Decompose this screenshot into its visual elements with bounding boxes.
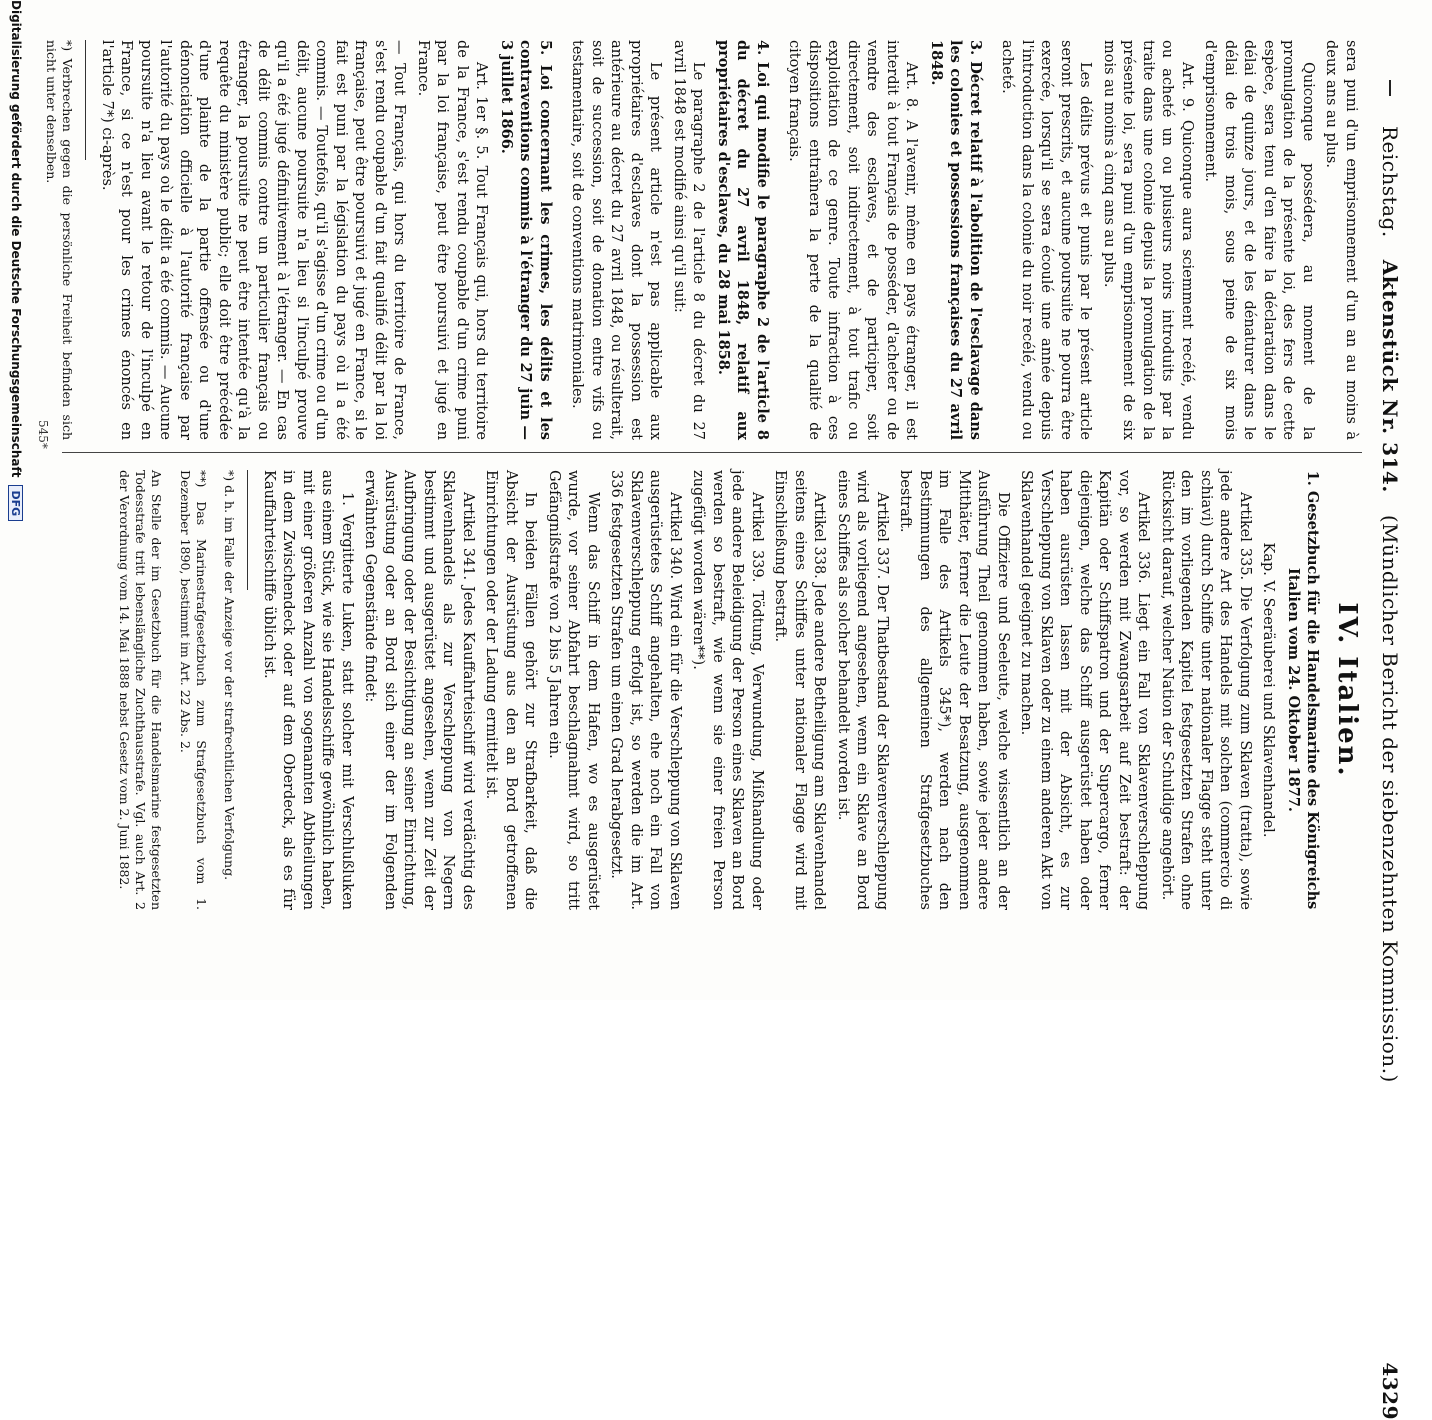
left-para: sera puni d'un emprisonnement d'un an au moins à deux ans au plus. <box>1323 40 1359 440</box>
article-para: Artikel 337. Der Thatbestand der Sklavenverschleppung wird als vorliegend angesehen, wenn ein Sklave an Bord eines Schiffes als solcher behandelt worden ist. <box>835 470 890 910</box>
article-para: Artikel 340. Wird ein für die Verschleppung von Sklaven ausgerüstetes Schiff angehalten, ehe noch ein Fall von Sklavenverschleppung erfolgt ist, so werden die im Art. 336 festgesetzten Strafen um einen Grad herabgesetzt. <box>608 470 683 910</box>
left-para: Les délits prévus et punis par le présent article seront prescrits, et aucune poursuite ne pourra être exercée, lorsqu'il se sera écoulé une année depuis l'introduction dans la colonie du noir recélé, vendu ou acheté. <box>999 40 1094 440</box>
section-para: — Tout Français, qui hors du territoire de France, s'est rendu coupable d'un fait qualifié délit par la loi française, peut être poursuivi et jugé en France, si le fait est puni par la législation du pays où il a été commis. — Toutefois, qu'il s'agisse d'un crime ou d'un délit, aucune poursuite n'a lieu si l'inculpé prouve qu'il a été jugé définitivement à l'étranger. — En cas de délit commis contre un particulier français ou étranger, la poursuite ne peut être intentée qu'à la requête du ministère public; elle doit être précédée d'une plainte de la partie offensée ou d'une dénonciation officielle à l'autorité française par l'autorité du pays où le délit a été commis. — Aucune poursuite n'a lieu avant le retour de l'inculpé en France, si ce n'est pour les crimes énoncés en l'article 7*) ci-après. <box>99 40 408 440</box>
left-para: Quiconque possédera, au moment de la promulgation de la présente loi, des fers de cette espèce, sera tenu d'en faire la déclaration dans le délai de quinze jours, et de les dénaturer dans le délai de trois mois, sous peine de six mois d'emprisonnement. <box>1202 40 1316 440</box>
header-rule-mark <box>1389 80 1391 96</box>
page-signature: 545* <box>36 420 50 449</box>
article-para: Artikel 335. Die Verfolgung zum Sklaven (tratta), sowie jede andere Art des Handels mit solchen (commercio di schiavi) durch Schiffe unter nationaler Flagge steht unter den im vorliegenden Kapitel festgesetzten Strafen ohne Rücksicht darauf, welcher Nation der Schuldige angehört. <box>1159 470 1253 910</box>
left-para: Art. 9. Quiconque aura sciemment recélé, vendu ou acheté un ou plusieurs noirs introduits par la traite dans une colonie depuis la promulgation de la présente loi, sera puni d'un emprisonnement de six mois au moins à cinq ans au plus. <box>1101 40 1195 440</box>
footnote: *) Verbrechen gegen die persönliche Freiheit befinden sich nicht unter denselben. <box>44 40 76 440</box>
header-page-number: 4329 <box>1378 1362 1402 1420</box>
article-para: Wenn das Schiff in dem Hafen, wo es ausgerüstet wurde, vor seiner Abfahrt beschlagnahmt wird, so tritt Gefängnißstrafe von 2 bis 5 Jahren ein. <box>546 470 601 910</box>
article-para: Artikel 336. Liegt ein Fall von Sklavenverschleppung vor, so werden mit Zwangsarbeit auf Zeit bestraft: der Kapitän oder Schiffspatron und der Supercargo, ferner diejenigen, welche das Schiff ausgerüstet haben oder haben ausrüsten lassen mit der Absicht, es zur Verschleppung von Sklaven oder zu einem anderen Akt von Sklavenhandel geeignet zu machen. <box>1018 470 1152 910</box>
footnote: An Stelle der im Gesetzbuch für die Handelsmarine festgesetzten Todesstrafe tritt lebenslängliche Zuchthausstrafe. Vgl. auch Art. 2 der Verordnung vom 14. Mai 1888 nebst Gesetz vom 2. Juni 1882. <box>117 470 165 910</box>
article-para: In beiden Fällen gehört zur Strafbarkeit, daß die Absicht der Ausrüstung aus den an Bord getroffenen Einrichtungen oder der Ladung ermittelt ist. <box>483 470 539 910</box>
scan-credit-bar <box>6 0 26 1000</box>
section-heading: 3. Décret relatif à l'abolition de l'esclavage dans les colonies et possessions françaises du 27 avril 1848. <box>928 40 984 440</box>
footnote: *) d. h. im Falle der Anzeige vor der strafrechtlichen Verfolgung. <box>222 470 238 881</box>
footnote-rule <box>86 40 87 160</box>
article-para: Artikel 339. Tödtung, Verwundung, Mißhandlung oder jede andere Beleidigung der Person eines Sklaven an Bord werden so bestraft, wie wenn sie einer freien Person zugefügt worden wären**). <box>690 470 765 910</box>
section-para: Art. 1er §. 5. Tout Français qui, hors du territoire de la France, s'est rendu coupable d'un crime puni par la loi française, peut être poursuivi et jugé en France. <box>415 40 490 440</box>
scan-credit: Digitalisierung gefördert durch die Deutsche Forschungsgemeinschaft <box>9 0 23 478</box>
right-column <box>104 470 1360 910</box>
article-para: 1. Vergitterte Luken, statt solcher mit Verschlußluken aus einem Stück, wie sie Handelsschiffe gewöhnlich haben, mit einer größeren Anzahl von sogenannten Abtheilungen in dem Zwischendeck oder auf dem Oberdeck, als es für Kauffahrteischiffe üblich ist. <box>261 470 355 910</box>
section-para: Le présent article n'est pas applicable aux propriétaires d'esclaves dont la possession est antérieure au décret du 27 avril 1848, ou résulterait, soit de succession, soit de donation entre vifs ou testamentaire, soit de conventions matrimoniales. <box>569 40 664 440</box>
section-para: Le paragraphe 2 de l'article 8 du décret du 27 avril 1848 est modifié ainsi qu'il suit: <box>671 40 707 440</box>
section-para: Art. 8. A l'avenir, même en pays étranger, il est interdit à tout Français de posséder, d'acheter ou de vendre des esclaves, et de participer, soit directement, soit indirectement, à tout trafic ou exploitation de ce genre. Toute infraction à ces dispositions entraînera la perte de la qualité de citoyen français. <box>786 40 920 440</box>
page-header <box>1370 80 1410 1420</box>
law-heading: 1. Gesetzbuch für die Handelsmarine des Königreichs Italien vom 24. Oktober 1877. <box>1285 470 1322 910</box>
footnote: **) Das Marinestrafgesetzbuch zum Strafgesetzbuch vom 1. Dezember 1890, bestimmt im Art. 22 Abs. 2. <box>178 470 209 910</box>
section-heading: 5. Loi concernant les crimes, les délits et les contraventions commis à l'étranger du 27 juin — 3 juillet 1866. <box>498 40 554 440</box>
left-column <box>31 40 1360 440</box>
article-para: Artikel 338. Jede andere Betheiligung am Sklavenhandel seitens eines Schiffes unter nationaler Flagge wird mit Einschließung bestraft. <box>772 470 828 910</box>
header-subtitle: (Mündlicher Bericht der siebenzehnten Kommission.) <box>1378 514 1402 1083</box>
article-para: Artikel 341. Jedes Kauffahrteischiff wird verdächtig des Sklavenhandels als zur Verschleppung von Negern bestimmt und ausgerüstet angesehen, wenn zur Zeit der Aufbringung oder der Besichtigung an seiner Einrichtung, Ausrüstung oder an Bord sich einer der im Folgenden erwähnten Gegenstände findet: <box>362 470 476 910</box>
dfg-logo: DFG <box>9 485 24 521</box>
column-divider <box>62 452 1362 453</box>
header-source: Reichstag. <box>1378 126 1402 238</box>
section-heading: 4. Loi qui modifie le paragraphe 2 de l'article 8 du décret du 27 avril 1848, relatif aux propriétaires d'esclaves, du 28 mai 1858. <box>715 40 771 440</box>
article-para: Die Offiziere und Seeleute, welche wissentlich an der Ausführung Theil genommen haben, sowie jeder andere Mitthäter, ferner die Leute der Besatzung, ausgenommen im Falle des Artikels 345*), werden nach den Bestimmungen des allgemeinen Strafgesetzbuches bestraft. <box>897 470 1011 910</box>
chapter-heading: Kap. V. Seeräuberei und Sklavenhandel. <box>1260 542 1277 838</box>
footnote-rule <box>248 470 249 590</box>
country-heading: IV. Italien. <box>1332 602 1362 778</box>
header-docnum: Aktenstück Nr. 314. <box>1378 259 1402 493</box>
